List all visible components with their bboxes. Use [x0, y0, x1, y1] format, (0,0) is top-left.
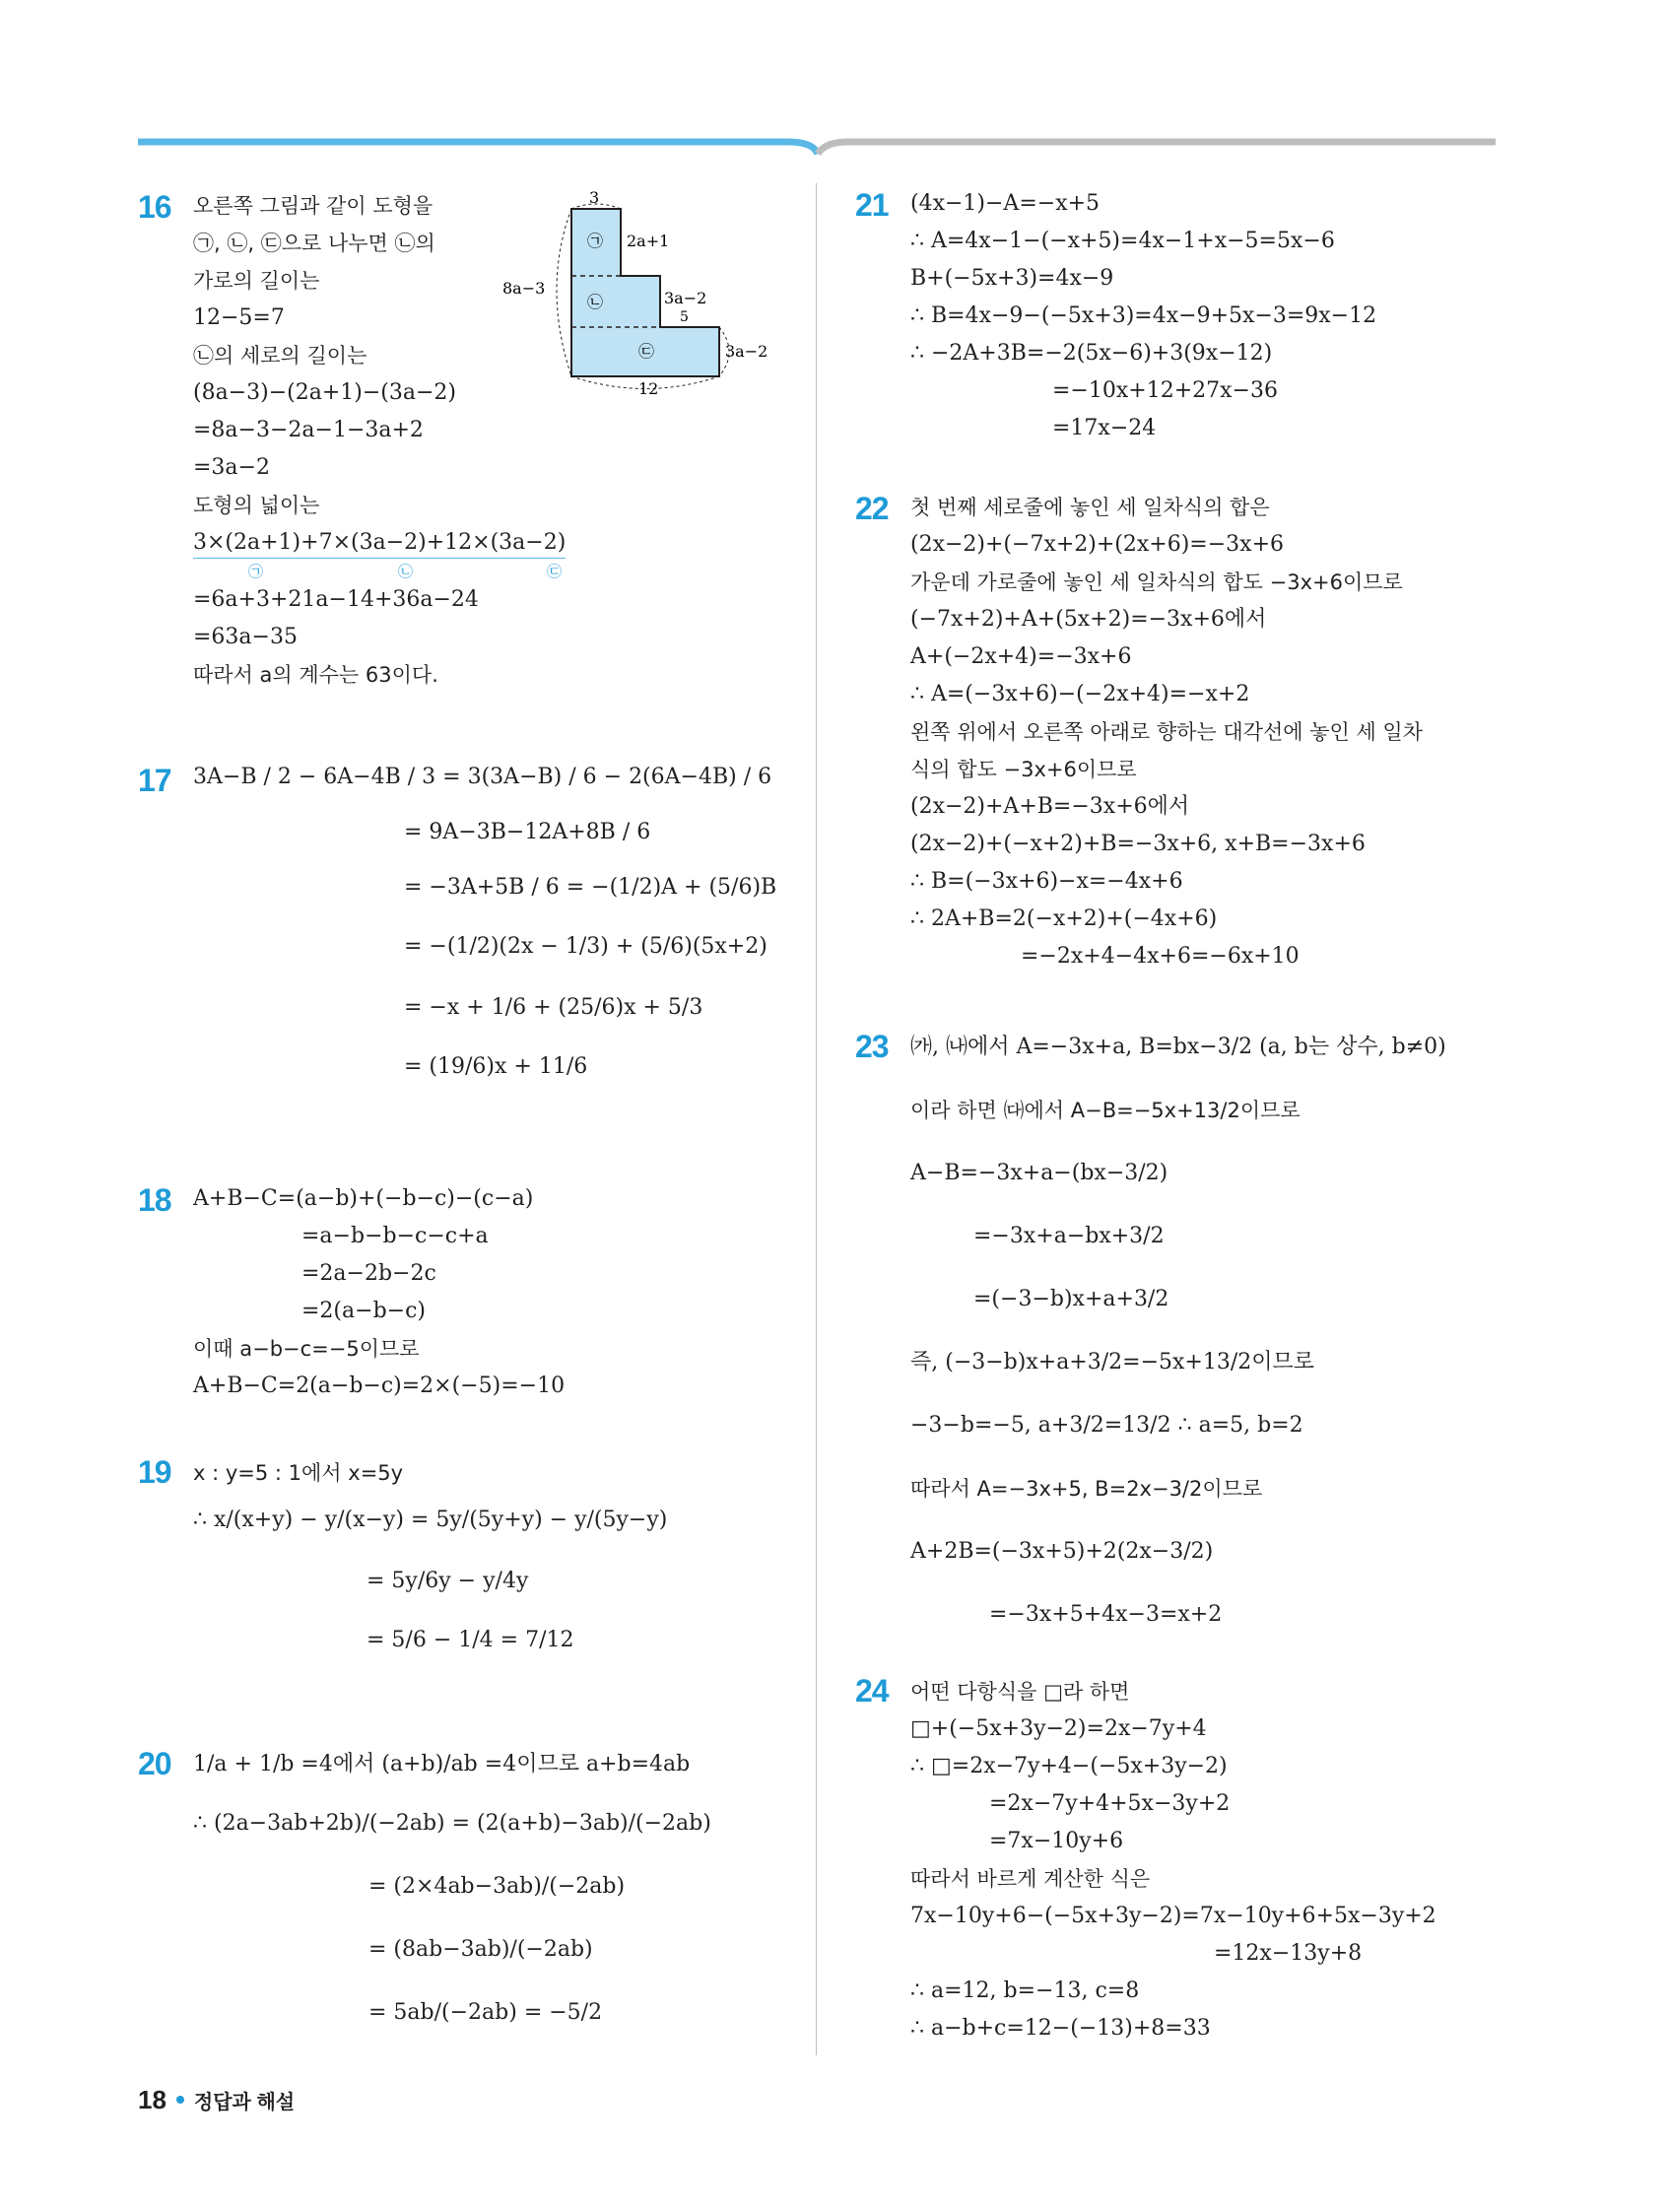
- solution-line: = −(1/2)(2x − 1/3) + (5/6)(5x+2): [404, 934, 767, 959]
- underline-mark: ㉡: [398, 563, 414, 580]
- solution-line: A+2B=(−3x+5)+2(2x−3/2): [910, 1539, 1214, 1564]
- solution-line: =−3x+a−bx+3/2: [973, 1224, 1165, 1248]
- solution-line: 즉, (−3−b)x+a+3/2=−5x+13/2이므로: [910, 1350, 1315, 1374]
- figure-label: 3a−2: [725, 342, 768, 361]
- solution-line: =6a+3+21a−14+36a−24: [193, 587, 479, 612]
- problem-number: 22: [855, 491, 889, 526]
- solution-line: ∴ B=(−3x+6)−x=−4x+6: [910, 869, 1183, 894]
- solution-line: = 5ab/(−2ab) = −5/2: [368, 2000, 603, 2025]
- solution-line: =−10x+12+27x−36: [1052, 378, 1278, 403]
- problem-number: 19: [138, 1454, 171, 1490]
- solution-line: ∴ A=4x−1−(−x+5)=4x−1+x−5=5x−6: [910, 229, 1335, 253]
- solution-line: 12−5=7: [193, 305, 285, 330]
- solution-line: (8a−3)−(2a+1)−(3a−2): [193, 380, 456, 405]
- solution-line: =2(a−b−c): [301, 1299, 426, 1323]
- solution-line: = −3A+5B / 6 = −(1/2)A + (5/6)B: [404, 875, 777, 900]
- problem-number: 20: [138, 1746, 171, 1781]
- solution-line: =2x−7y+4+5x−3y+2: [989, 1791, 1231, 1816]
- solution-line: (2x−2)+(−x+2)+B=−3x+6, x+B=−3x+6: [910, 832, 1366, 856]
- solution-line: =−3x+5+4x−3=x+2: [989, 1602, 1223, 1627]
- problem-number: 24: [855, 1673, 889, 1709]
- solution-line: A+B−C=2(a−b−c)=2×(−5)=−10: [193, 1374, 566, 1398]
- solution-line: 어떤 다항식을 □라 하면: [910, 1680, 1130, 1704]
- solution-line: =63a−35: [193, 625, 298, 649]
- solution-line: =7x−10y+6: [989, 1829, 1124, 1853]
- solution-line: =2a−2b−2c: [301, 1261, 436, 1286]
- solution-line: □+(−5x+3y−2)=2x−7y+4: [910, 1716, 1207, 1741]
- page-number: 18: [138, 2085, 167, 2114]
- l-shape-figure: [502, 189, 818, 396]
- solution-line: =17x−24: [1052, 416, 1157, 440]
- solution-line: ∴ −2A+3B=−2(5x−6)+3(9x−12): [910, 341, 1273, 366]
- solution-line: ㈎, ㈏에서 A=−3x+a, B=bx−3/2 (a, b는 상수, b≠0): [910, 1035, 1446, 1059]
- solution-line: ∴ A=(−3x+6)−(−2x+4)=−x+2: [910, 682, 1250, 706]
- solution-line: (2x−2)+(−7x+2)+(2x+6)=−3x+6: [910, 532, 1285, 557]
- figure-label: 12: [638, 379, 659, 396]
- solution-line: (2x−2)+A+B=−3x+6에서: [910, 794, 1190, 819]
- underline-mark: ㉠: [248, 563, 264, 580]
- solution-line: B+(−5x+3)=4x−9: [910, 266, 1114, 291]
- solution-line: 왼쪽 위에서 오른쪽 아래로 향하는 대각선에 놓인 세 일차: [910, 720, 1423, 744]
- solution-line: A+(−2x+4)=−3x+6: [910, 644, 1132, 669]
- solution-line: = 9A−3B−12A+8B / 6: [404, 820, 651, 844]
- solution-line: 이라 하면 ㈐에서 A−B=−5x+13/2이므로: [910, 1099, 1301, 1122]
- solution-line: 따라서 바르게 계산한 식은: [910, 1867, 1151, 1891]
- solution-line: ∴ a=12, b=−13, c=8: [910, 1978, 1140, 2003]
- solution-line: = (8ab−3ab)/(−2ab): [368, 1937, 593, 1962]
- solution-line: A−B=−3x+a−(bx−3/2): [910, 1161, 1168, 1185]
- solution-line: 첫 번째 세로줄에 놓인 세 일차식의 합은: [910, 496, 1270, 519]
- solution-line: ∴ □=2x−7y+4−(−5x+3y−2): [910, 1754, 1228, 1778]
- solution-line: ㉠, ㉡, ㉢으로 나누면 ㉡의: [193, 232, 435, 255]
- problem-number: 23: [855, 1029, 889, 1064]
- figure-region: ㉠: [587, 232, 604, 250]
- problem-number: 16: [138, 189, 171, 225]
- solution-line: = (19/6)x + 11/6: [404, 1054, 588, 1079]
- figure-label: 3: [589, 189, 600, 207]
- figure-region: ㉡: [587, 293, 604, 311]
- solution-line: 따라서 A=−3x+5, B=2x−3/2이므로: [910, 1477, 1263, 1501]
- problem-number: 21: [855, 187, 889, 223]
- figure-label: 2a+1: [627, 232, 670, 250]
- footer-label: 정답과 해설: [193, 2092, 296, 2113]
- solution-line: =−2x+4−4x+6=−6x+10: [1021, 944, 1300, 969]
- problem-number: 18: [138, 1182, 171, 1218]
- solution-line: 3A−B / 2 − 6A−4B / 3 = 3(3A−B) / 6 − 2(6A−4B) / 6: [193, 765, 772, 789]
- solution-line: A+B−C=(a−b)+(−b−c)−(c−a): [193, 1186, 534, 1211]
- solution-line: = 5/6 − 1/4 = 7/12: [367, 1628, 574, 1652]
- solution-line: =(−3−b)x+a+3/2: [973, 1287, 1169, 1311]
- solution-line: 3×(2a+1)+7×(3a−2)+12×(3a−2): [193, 528, 566, 559]
- solution-line: =3a−2: [193, 455, 270, 480]
- solution-line: = 5y/6y − y/4y: [367, 1569, 529, 1593]
- solution-line: 이때 a−b−c=−5이므로: [193, 1337, 420, 1361]
- solution-line: x : y=5 : 1에서 x=5y: [193, 1461, 404, 1485]
- figure-region: ㉢: [638, 342, 655, 361]
- solution-line: 오른쪽 그림과 같이 도형을: [193, 194, 434, 218]
- solution-line: 가운데 가로줄에 놓인 세 일차식의 합도 −3x+6이므로: [910, 570, 1403, 594]
- solution-line: ∴ 2A+B=2(−x+2)+(−4x+6): [910, 906, 1218, 931]
- column-divider: [816, 183, 817, 2055]
- page-footer: [138, 2085, 295, 2115]
- header-bar: [138, 136, 1496, 156]
- solution-line: = −x + 1/6 + (25/6)x + 5/3: [404, 995, 703, 1020]
- figure-label: 8a−3: [502, 279, 546, 298]
- bullet-icon: [176, 2096, 184, 2104]
- solution-line: =a−b−b−c−c+a: [301, 1224, 489, 1248]
- problem-number: 17: [138, 763, 171, 798]
- solution-line: (−7x+2)+A+(5x+2)=−3x+6에서: [910, 607, 1267, 632]
- solution-line: 도형의 넓이는: [193, 494, 320, 517]
- solution-line: 가로의 길이는: [193, 269, 320, 293]
- solution-line: ∴ a−b+c=12−(−13)+8=33: [910, 2016, 1211, 2041]
- figure-label: 3a−2: [664, 289, 707, 307]
- solution-line: 식의 합도 −3x+6이므로: [910, 758, 1137, 781]
- solution-line: 따라서 a의 계수는 63이다.: [193, 663, 438, 687]
- underline-mark: ㉢: [547, 563, 563, 580]
- solution-line: ∴ (2a−3ab+2b)/(−2ab) = (2(a+b)−3ab)/(−2ab): [193, 1811, 711, 1836]
- solution-line: −3−b=−5, a+3/2=13/2 ∴ a=5, b=2: [910, 1413, 1303, 1438]
- solution-line: ∴ B=4x−9−(−5x+3)=4x−9+5x−3=9x−12: [910, 303, 1377, 328]
- solution-line: ㉡의 세로의 길이는: [193, 344, 367, 368]
- solution-line: 1/a + 1/b =4에서 (a+b)/ab =4이므로 a+b=4ab: [193, 1752, 691, 1776]
- figure-label: 5: [680, 309, 689, 325]
- solution-line: ∴ x/(x+y) − y/(x−y) = 5y/(5y+y) − y/(5y−y): [193, 1508, 668, 1532]
- solution-line: (4x−1)−A=−x+5: [910, 191, 1101, 216]
- solution-line: =8a−3−2a−1−3a+2: [193, 418, 424, 442]
- solution-line: = (2×4ab−3ab)/(−2ab): [368, 1874, 626, 1899]
- solution-line: =12x−13y+8: [1214, 1941, 1363, 1966]
- solution-line: 7x−10y+6−(−5x+3y−2)=7x−10y+6+5x−3y+2: [910, 1904, 1436, 1928]
